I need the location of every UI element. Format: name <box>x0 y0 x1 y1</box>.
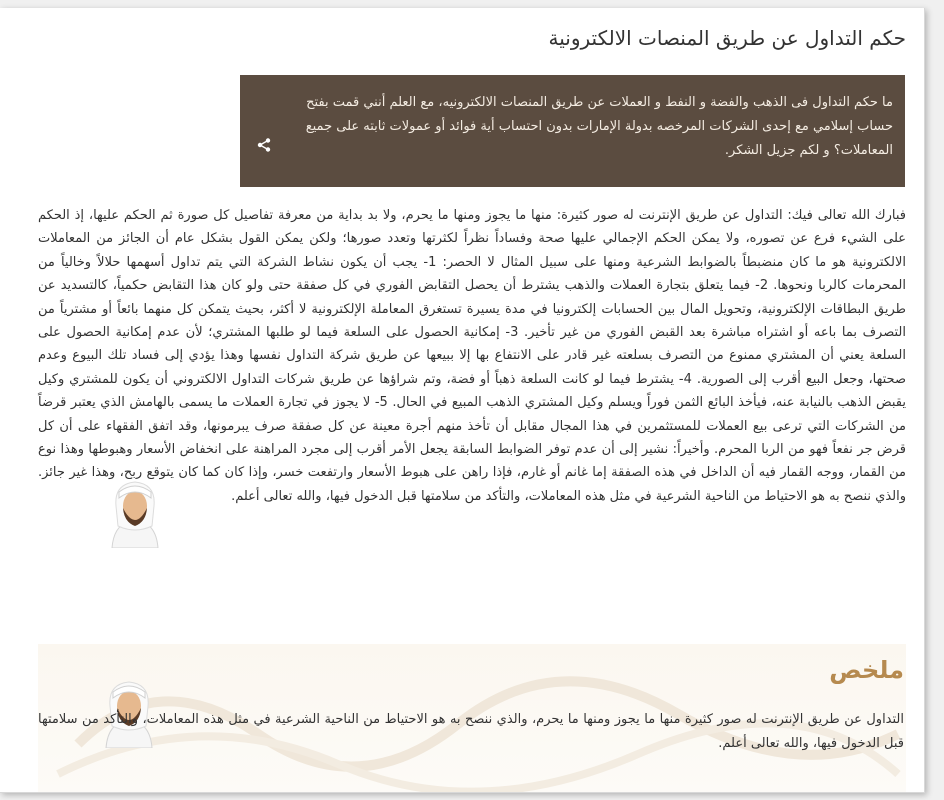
question-box <box>240 75 905 187</box>
fatwa-card <box>0 8 925 793</box>
answer-text: فبارك الله تعالى فيك: التداول عن طريق الإنترنت له صور كثيرة: منها ما يجوز ومنها ما يحرم، ولا بد بداية من معرفة تفاصيل كل صورة ثم الحكم عليها، إذ الحكم على الشيء فرع عن تصوره، ولا يمكن الحكم الإجمالي عليها صحة وفساداً نظراً لكثرتها وتعدد صورها؛ ولكن يمكن القول بشكل عام أن الجائز من المعاملات الالكترونية هو ما كان منضبطاً بالضوابط الشرعية ومنها على سبيل المثال لا الحصر: 1- يجب أن يكون نشاط الشركة التي يتم تداول أسهمها حلالاً وخالياً من المحرمات كالربا ونحوها. 2- فيما يتعلق بتجارة العملات والذهب يشترط أن يحصل التقابض الفوري في كل صفقة حتى ولو كان هذا التقابض حكمياً، كالتسديد عن طريق البطاقات الإلكترونية، وتحويل المال بين الحسابات إلكترونيا في مدة يسيرة تستغرق المعاملة الإلكترونية لا أكثر، بحيث يتمكن كل منهما بائعاً أو مشترياً من التصرف بما باعه أو اشتراه مباشرة بعد القبض الفوري من غير تأخير. 3- إمكانية الحصول على السلعة فيما لو طلبها المشتري؛ لأن عدم إمكانية الحصول على السلعة يعني أن المشتري ممنوع من التصرف بسلعته غير قادر على الانتفاع بها إلا ببيعها عن طريق شركة التداول نفسها وهذا يؤدي إلى فساد تلك البيوع وعدم صحتها، وجعل البيع أقرب إلى الصورية. 4- يشترط فيما لو كانت السلعة ذهباً أو فضة، وتم شراؤها عن طريق شركات التداول الالكتروني أن يكون للمشتري وكيل يقبض الذهب بالنيابة عنه، فيأخذ البائع الثمن فوراً ويسلم وكيل المشتري الذهب المبيع في الحال. 5- لا يجوز في تجارة العملات ما يسمى بالهامش الذي يعتبر قرضاً من الشركات التي ترعى بيع العملات للمستثمرين في هذا المجال مقابل أن تأخذ منهم أجرة معينة عن كل صفقة صرف يبرمونها، وقد اتفق الفقهاء على أن كل قرض جر نفعاً فهو من الربا المحرم. وأخيراً: نشير إلى أن عدم توفر الضوابط السابقة يجعل الأمر أقرب إلى مجرد المراهنة على انخفاض الأسعار وهبوطها وهذا نوع من القمار، ووجه القمار فيه أن الداخل في هذه الصفقة إما غانم أو غارم، فإذا راهن على هبوط الأسعار وارتفعت خسر، وإذا كان كما كان يتوقع ربح، وهذا غير جائز. والذي ننصح به هو الاحتياط من الناحية الشرعية في مثل هذه المعاملات، والتأكد من سلامتها قبل الدخول فيها، والله تعالى أعلم. <box>38 208 907 504</box>
summary-text: التداول عن طريق الإنترنت له صور كثيرة منها ما يجوز ومنها ما يحرم، والذي ننصح به هو الاحتياط من الناحية الشرعية في مثل هذه المعاملات، والتأكد من سلامتها قبل الدخول فيها، والله تعالى أعلم. <box>38 712 904 751</box>
summary-heading: ملخص <box>829 656 904 684</box>
share-icon[interactable] <box>256 137 272 153</box>
page-title: حكم التداول عن طريق المنصات الالكترونية <box>548 26 906 50</box>
mufti-avatar-icon <box>108 476 162 548</box>
question-text: ما حكم التداول فى الذهب والفضة و النفط و العملات عن طريق المنصات الالكترونيه، مع العلم أنني قمت بفتح حساب إسلامي مع إحدى الشركات المرخصه بدولة الإمارات بدون احتساب أية فوائد أو عمولات ثابته على جميع المعاملات؟ و لكم جزيل الشكر. <box>305 95 893 158</box>
